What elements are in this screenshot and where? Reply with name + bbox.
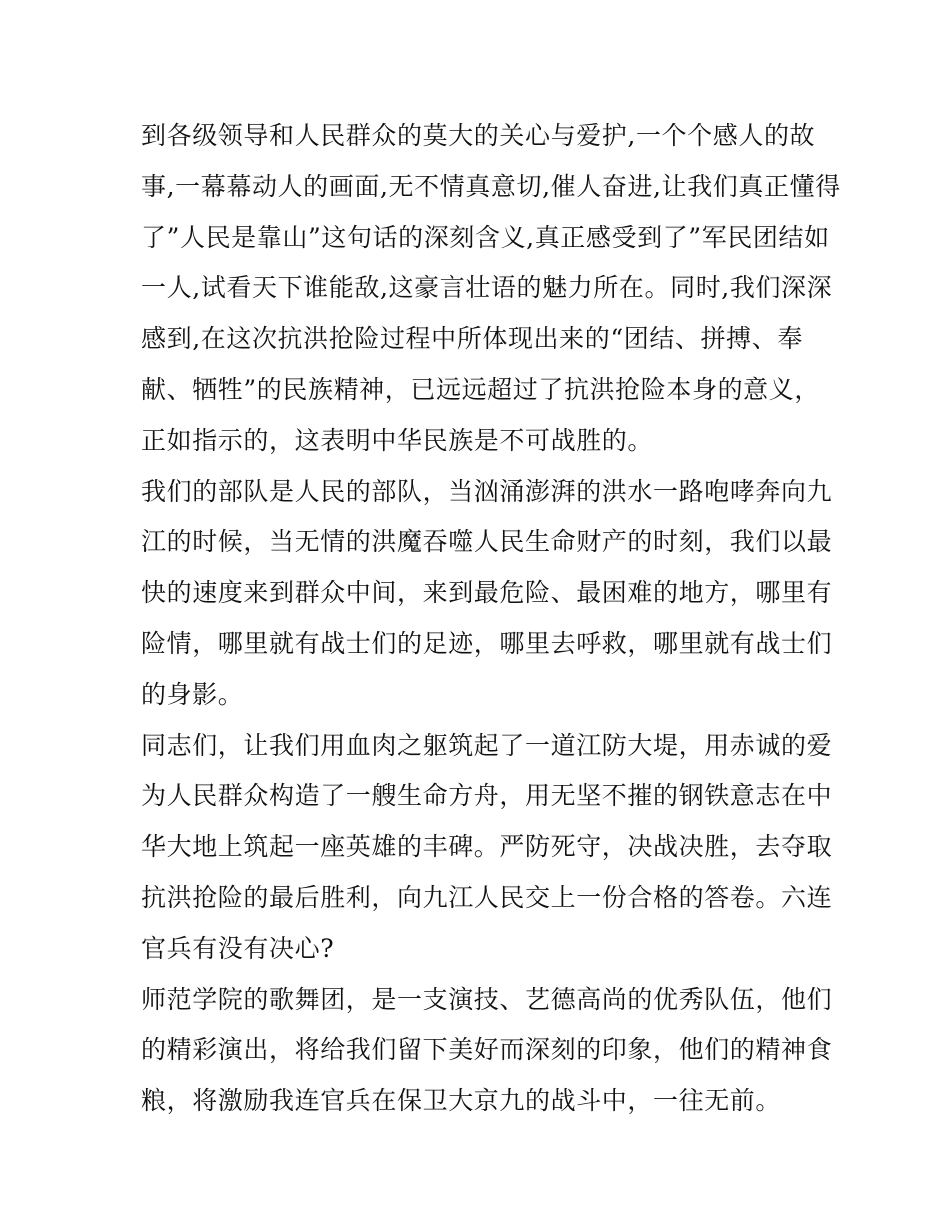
text-line: 快的速度来到群众中间，来到最危险、最困难的地方，哪里有 [141, 578, 833, 608]
text-line: 献、牺牲”的民族精神，已远远超过了抗洪抢险本身的意义， [141, 374, 820, 404]
text-line: 官兵有没有决心? [141, 933, 335, 963]
text-line: 的精彩演出，将给我们留下美好而深刻的印象，他们的精神食 [141, 1035, 833, 1065]
text-line: 粮，将激励我连官兵在保卫大京九的战斗中，一往无前。 [141, 1086, 782, 1116]
text-line: 师范学院的歌舞团，是一支演技、艺德高尚的优秀队伍，他们 [141, 984, 833, 1014]
text-line: 了”人民是靠山”这句话的深刻含义,真正感受到了”军民团结如 [141, 222, 830, 252]
text-line: 险情，哪里就有战士们的足迹，哪里去呼救，哪里就有战士们 [141, 628, 833, 658]
text-line: 江的时候，当无情的洪魔吞噬人民生命财产的时刻，我们以最 [141, 527, 833, 557]
text-line: 到各级领导和人民群众的莫大的关心与爱护,一个个感人的故 [141, 121, 816, 150]
text-line: 同志们，让我们用血肉之躯筑起了一道江防大堤，用赤诚的爱 [141, 730, 833, 760]
text-line: 抗洪抢险的最后胜利，向九江人民交上一份合格的答卷。六连 [141, 882, 833, 912]
text-line: 事,一幕幕动人的画面,无不情真意切,催人奋进,让我们真正懂得 [141, 171, 841, 201]
text-line: 正如指示的，这表明中华民族是不可战胜的。 [141, 425, 654, 455]
text-line: 华大地上筑起一座英雄的丰碑。严防死守，决战决胜，去夺取 [141, 832, 833, 862]
text-line: 我们的部队是人民的部队，当汹涌澎湃的洪水一路咆哮奔向九 [141, 476, 833, 506]
text-line: 为人民群众构造了一艘生命方舟，用无坚不摧的钢铁意志在中 [141, 781, 833, 811]
text-line: 的身影。 [141, 679, 244, 709]
text-line: 一人,试看天下谁能敌,这豪言壮语的魅力所在。同时,我们深深 [141, 273, 833, 303]
body-text [141, 111, 841, 1127]
text-line: 感到,在这次抗洪抢险过程中所体现出来的“团结、拼搏、奉 [141, 324, 803, 354]
